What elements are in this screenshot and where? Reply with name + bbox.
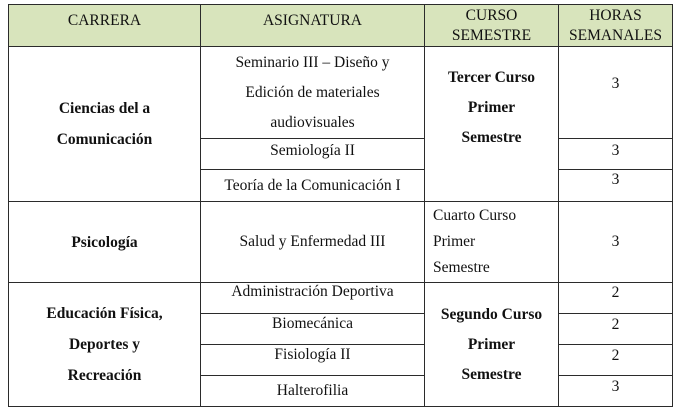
subject-cell: Fisiología II <box>201 345 425 376</box>
table-row <box>9 202 673 283</box>
table-row <box>9 47 673 139</box>
table-row <box>9 283 673 314</box>
hours-cell: 3 <box>559 139 673 170</box>
course-cell: Cuarto Curso Primer Semestre <box>425 202 559 283</box>
header-row <box>9 5 673 47</box>
subject-cell: Administración Deportiva <box>201 283 425 314</box>
subject-cell: Teoría de la Comunicación I <box>201 170 425 202</box>
header-hours: HORAS SEMANALES <box>559 5 673 47</box>
header-career: CARRERA <box>9 5 201 47</box>
subject-cell: Halterofilia <box>201 376 425 407</box>
hours-cell: 3 <box>559 376 673 407</box>
courses-table <box>8 4 673 407</box>
hours-cell: 3 <box>559 47 673 139</box>
subject-cell: Salud y Enfermedad III <box>201 202 425 283</box>
course-cell: Tercer Curso Primer Semestre <box>425 47 559 202</box>
subject-cell: Semiología II <box>201 139 425 170</box>
header-course: CURSO SEMESTRE <box>425 5 559 47</box>
career-cell: Ciencias del a Comunicación <box>9 47 201 202</box>
career-cell: Psicología <box>9 202 201 283</box>
hours-cell: 2 <box>559 283 673 314</box>
hours-cell: 2 <box>559 345 673 376</box>
hours-cell: 3 <box>559 202 673 283</box>
subject-cell: Seminario III – Diseño y Edición de materiales audiovisuales <box>201 47 425 139</box>
career-cell: Educación Física, Deportes y Recreación <box>9 283 201 407</box>
hours-cell: 2 <box>559 314 673 345</box>
course-cell: Segundo Curso Primer Semestre <box>425 283 559 407</box>
header-subject: ASIGNATURA <box>201 5 425 47</box>
subject-cell: Biomecánica <box>201 314 425 345</box>
hours-cell: 3 <box>559 170 673 202</box>
